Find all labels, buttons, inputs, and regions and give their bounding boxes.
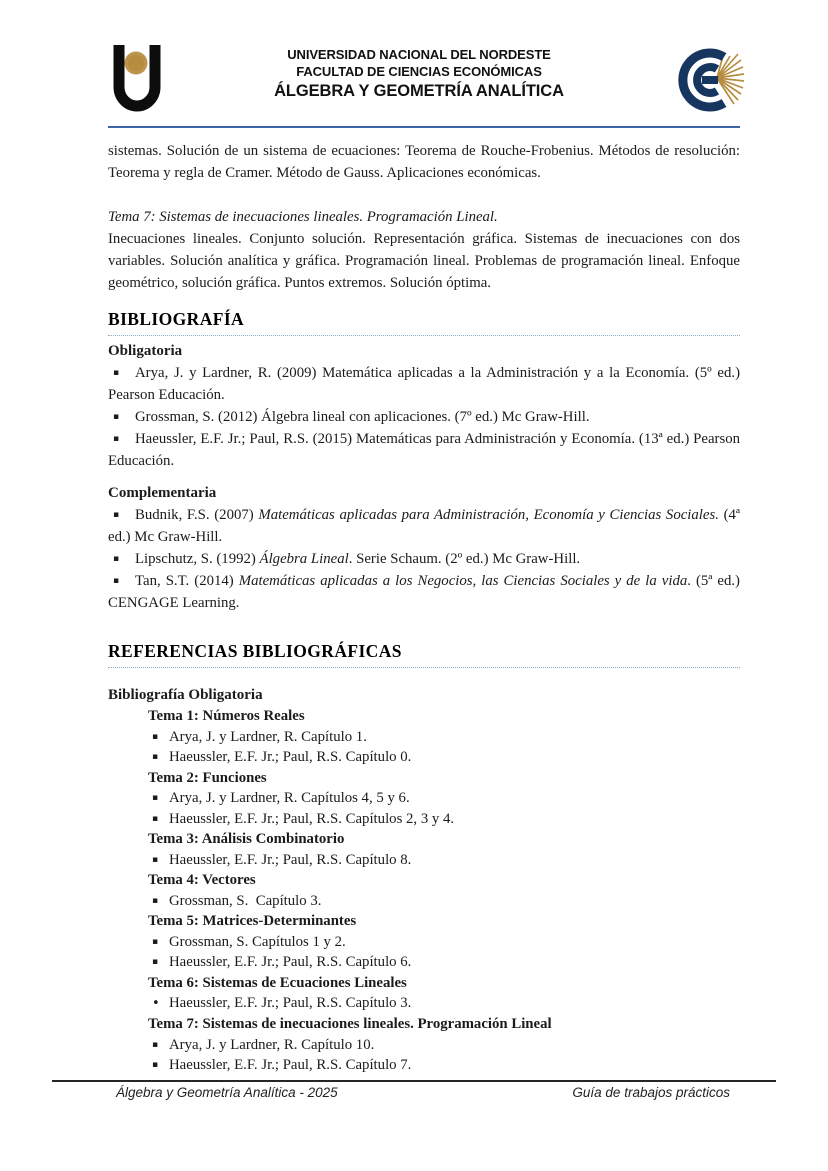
square-bullet-icon: ▪ bbox=[152, 752, 159, 762]
unne-u-logo-icon bbox=[108, 42, 166, 120]
reference-item-text: Haeussler, E.F. Jr.; Paul, R.S. Capítulo 0. bbox=[169, 749, 412, 765]
bibliography-item-text: Arya, J. y Lardner, R. (2009) Matemática aplicadas a la Administración y a la Economía. (5º ed.) Pearson Educación. bbox=[108, 365, 740, 403]
document-body bbox=[0, 128, 828, 1076]
tema-title: Tema 7: Sistemas de inecuaciones lineales. Programación Lineal bbox=[148, 1016, 552, 1032]
reference-item-text: Haeussler, E.F. Jr.; Paul, R.S. Capítulo 6. bbox=[169, 954, 412, 970]
complementaria-label: Complementaria bbox=[108, 485, 217, 501]
course-title: ÁLGEBRA Y GEOMETRÍA ANALÍTICA bbox=[274, 82, 564, 100]
header-title-block bbox=[166, 42, 672, 103]
bibliography-item-text: Lipschutz, S. (1992) Álgebra Lineal. Serie Schaum. (2º ed.) Mc Graw-Hill. bbox=[135, 551, 581, 567]
reference-item bbox=[152, 952, 740, 973]
reference-item bbox=[152, 727, 740, 748]
square-bullet-icon: ▪ bbox=[113, 510, 120, 520]
bibliography-item-text: Grossman, S. (2012) Álgebra lineal con aplicaciones. (7º ed.) Mc Graw-Hill. bbox=[135, 409, 590, 425]
round-bullet-icon: • bbox=[152, 995, 160, 1011]
reference-item bbox=[152, 850, 740, 871]
reference-item bbox=[152, 891, 740, 912]
reference-item bbox=[152, 809, 740, 830]
referencias-title: REFERENCIAS BIBLIOGRÁFICAS bbox=[108, 640, 740, 668]
reference-item bbox=[152, 788, 740, 809]
square-bullet-icon: ▪ bbox=[152, 854, 159, 865]
square-bullet-icon: ▪ bbox=[152, 731, 159, 742]
footer-doc-type: Guía de trabajos prácticos bbox=[572, 1085, 730, 1100]
reference-item bbox=[152, 747, 740, 768]
facultad-ce-logo-icon bbox=[672, 42, 744, 118]
square-bullet-icon: ▪ bbox=[113, 368, 120, 378]
faculty-name: FACULTAD DE CIENCIAS ECONÓMICAS bbox=[296, 64, 542, 79]
reference-item-text: Haeussler, E.F. Jr.; Paul, R.S. Capítulo 7. bbox=[169, 1057, 412, 1073]
tema-title: Tema 1: Números Reales bbox=[148, 708, 305, 724]
bibliography-item bbox=[108, 428, 740, 472]
reference-item-text: Arya, J. y Lardner, R. Capítulo 1. bbox=[169, 728, 367, 745]
obligatoria-label: Obligatoria bbox=[108, 343, 183, 359]
reference-item-text: Haeussler, E.F. Jr.; Paul, R.S. Capítulos 2, 3 y 4. bbox=[169, 810, 455, 827]
square-bullet-icon: ▪ bbox=[113, 554, 120, 564]
reference-item-text: Grossman, S. Capítulos 1 y 2. bbox=[169, 933, 346, 950]
reference-item bbox=[152, 993, 740, 1014]
header bbox=[0, 0, 828, 120]
square-bullet-icon: ▪ bbox=[152, 793, 159, 803]
spacer bbox=[108, 472, 740, 482]
bibliography-item-text: Tan, S.T. (2014) Matemáticas aplicadas a los Negocios, las Ciencias Sociales y de la vida. (5ª ed.) CENGAGE Learning. bbox=[108, 573, 740, 611]
reference-item-text: Haeussler, E.F. Jr.; Paul, R.S. Capítulo 8. bbox=[169, 851, 412, 868]
bibliografia-section bbox=[108, 308, 740, 614]
square-bullet-icon: ▪ bbox=[152, 895, 159, 906]
tema-title: Tema 2: Funciones bbox=[148, 769, 267, 786]
complementaria-list bbox=[108, 504, 740, 614]
square-bullet-icon: ▪ bbox=[152, 1060, 159, 1070]
reference-item bbox=[152, 932, 740, 953]
square-bullet-icon: ▪ bbox=[113, 576, 120, 586]
reference-item-text: Arya, J. y Lardner, R. Capítulos 4, 5 y 6. bbox=[169, 790, 410, 806]
square-bullet-icon: ▪ bbox=[152, 1039, 159, 1050]
square-bullet-icon: ▪ bbox=[152, 957, 159, 967]
bibliography-item bbox=[108, 504, 740, 548]
bibliografia-title: BIBLIOGRAFÍA bbox=[108, 308, 740, 336]
intro-paragraph: sistemas. Solución de un sistema de ecuaciones: Teorema de Rouche-Frobenius. Métodos de resolución: Teorema y regla de Cramer. Método de Gauss. Aplicaciones económicas. bbox=[108, 143, 740, 181]
referencias-subtitle: Bibliografía Obligatoria bbox=[108, 687, 263, 703]
bibliography-item-text: Haeussler, E.F. Jr.; Paul, R.S. (2015) Matemáticas para Administración y Economía. (13ª ed.) Pearson Educación. bbox=[108, 431, 740, 469]
tema7-heading: Tema 7: Sistemas de inecuaciones lineales. Programación Lineal. bbox=[108, 209, 498, 225]
reference-item-text: Haeussler, E.F. Jr.; Paul, R.S. Capítulo 3. bbox=[169, 995, 412, 1011]
bibliography-item bbox=[108, 406, 740, 428]
square-bullet-icon: ▪ bbox=[113, 412, 120, 422]
reference-item-text: Grossman, S. Capítulo 3. bbox=[169, 892, 322, 909]
temas-list bbox=[108, 706, 740, 1076]
square-bullet-icon: ▪ bbox=[113, 434, 120, 444]
tema-title: Tema 4: Vectores bbox=[148, 872, 256, 888]
bibliography-item bbox=[108, 548, 740, 570]
referencias-block bbox=[108, 684, 740, 1076]
reference-item-text: Arya, J. y Lardner, R. Capítulo 10. bbox=[169, 1036, 375, 1053]
tema-title: Tema 3: Análisis Combinatorio bbox=[148, 831, 345, 847]
bibliography-item bbox=[108, 362, 740, 406]
square-bullet-icon: ▪ bbox=[152, 813, 159, 824]
square-bullet-icon: ▪ bbox=[152, 936, 159, 947]
reference-item bbox=[152, 1055, 740, 1076]
tema7-paragraph: Inecuaciones lineales. Conjunto solución. Representación gráfica. Sistemas de inecuaciones con dos variables. Solución analítica y gráfica. Programación lineal. Problemas de programación lineal. Enfoque geométrico, solución gráfica. Puntos extremos. Solución óptima. bbox=[108, 231, 740, 291]
referencias-section bbox=[108, 640, 740, 1076]
obligatoria-list bbox=[108, 362, 740, 472]
reference-item bbox=[152, 1035, 740, 1056]
bibliography-item bbox=[108, 570, 740, 614]
tema-title: Tema 6: Sistemas de Ecuaciones Lineales bbox=[148, 974, 407, 991]
footer-course-year: Álgebra y Geometría Analítica - 2025 bbox=[116, 1085, 338, 1100]
university-name: UNIVERSIDAD NACIONAL DEL NORDESTE bbox=[287, 47, 551, 62]
bibliography-item-text: Budnik, F.S. (2007) Matemáticas aplicadas para Administración, Economía y Ciencias Sociales. (4ª ed.) Mc Graw-Hill. bbox=[108, 507, 741, 545]
tema-title: Tema 5: Matrices-Determinantes bbox=[148, 913, 357, 929]
footer bbox=[52, 1080, 776, 1100]
